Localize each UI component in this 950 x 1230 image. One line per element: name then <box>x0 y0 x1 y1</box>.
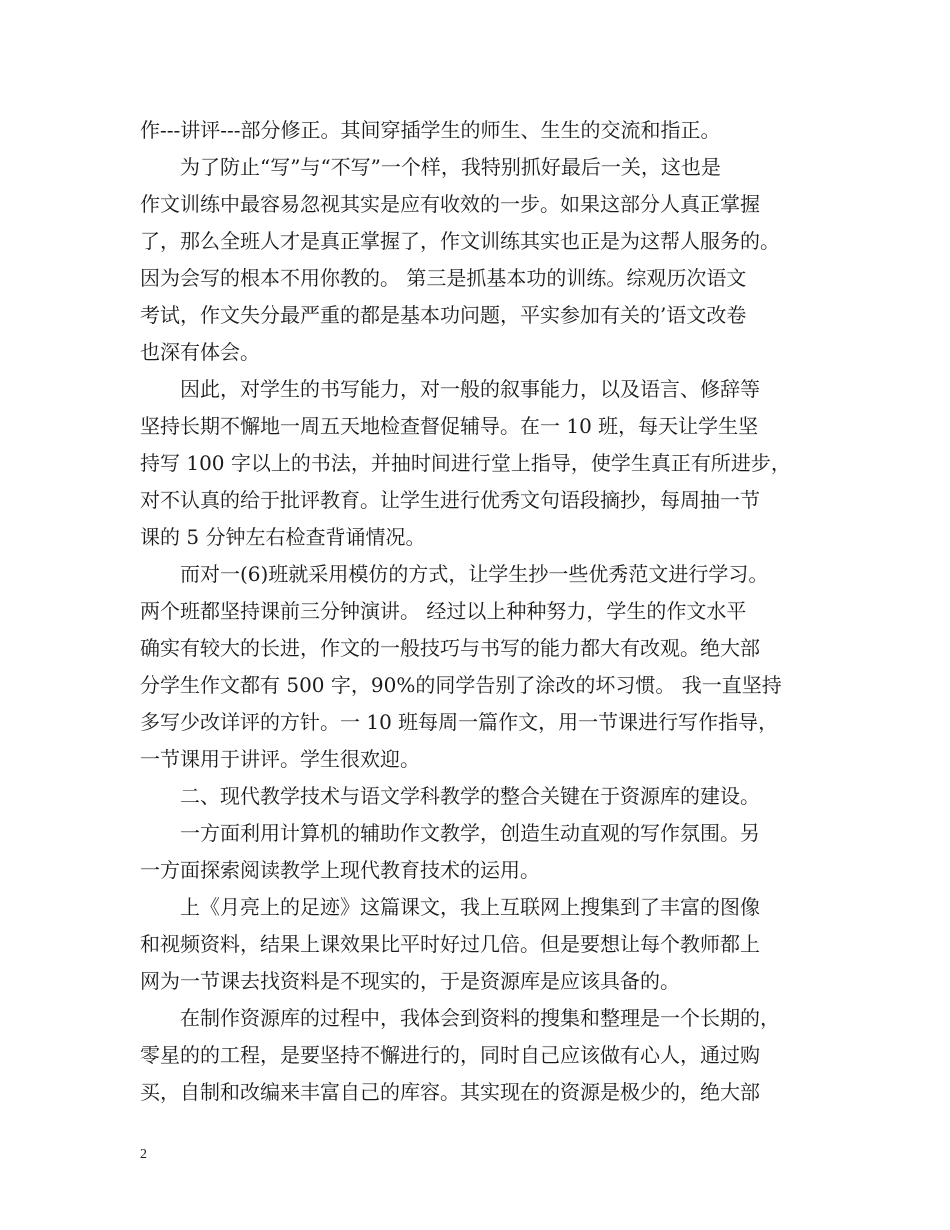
text-line: 持写 100 字以上的书法，并抽时间进行堂上指导，使学生真正有所进步， <box>140 451 791 475</box>
text-line: 作---讲评---部分修正。其间穿插学生的师生、生生的交流和指正。 <box>140 118 721 142</box>
text-line: 一节课用于讲评。学生很欢迎。 <box>140 747 420 771</box>
text-line: 和视频资料，结果上课效果比平时好过几倍。但是要想让每个教师都上 <box>140 932 760 956</box>
text-line: 考试，作文失分最严重的都是基本功问题，平实参加有关的’语文改卷 <box>140 303 747 327</box>
text-line: 了，那么全班人才是真正掌握了，作文训练其实也正是为这帮人服务的。 <box>140 229 780 253</box>
text-line: 对不认真的给于批评教育。让学生进行优秀文句语段摘抄，每周抽一节 <box>140 488 760 512</box>
text-line: 零星的的工程，是要坚持不懈进行的，同时自己应该做有心人，通过购 <box>140 1043 760 1067</box>
page-number: 2 <box>140 1147 147 1162</box>
text-line: 也深有体会。 <box>140 340 260 364</box>
text-line: 在制作资源库的过程中，我体会到资料的搜集和整理是一个长期的， <box>180 1006 780 1030</box>
text-line: 两个班都坚持课前三分钟演讲。 经过以上种种努力，学生的作文水平 <box>140 599 747 623</box>
text-line: 确实有较大的长进，作文的一般技巧与书写的能力都大有改观。绝大部 <box>140 636 760 660</box>
body-text <box>140 112 830 1111</box>
text-line: 因为会写的根本不用你教的。 第三是抓基本功的训练。综观历次语文 <box>140 266 747 290</box>
text-line: 网为一节课去找资料是不现实的，于是资源库是应该具备的。 <box>140 969 680 993</box>
text-line: 分学生作文都有 500 字，90%的同学告别了涂改的坏习惯。 我一直坚持 <box>140 673 782 697</box>
section-heading: 二、现代教学技术与语文学科教学的整合关键在于资源库的建设。 <box>180 784 760 808</box>
text-line: 为了防止“写”与“不写”一个样，我特别抓好最后一关，这也是 <box>180 155 721 179</box>
text-line: 一方面利用计算机的辅助作文教学，创造生动直观的写作氛围。另 <box>180 821 760 845</box>
text-line: 上《月亮上的足迹》这篇课文，我上互联网上搜集到了丰富的图像 <box>180 895 760 919</box>
text-line: 因此，对学生的书写能力，对一般的叙事能力，以及语言、修辞等 <box>180 377 760 401</box>
text-line: 坚持长期不懈地一周五天地检查督促辅导。在一 10 班，每天让学生坚 <box>140 414 759 438</box>
text-line: 买，自制和改编来丰富自己的库容。其实现在的资源是极少的，绝大部 <box>140 1080 760 1104</box>
text-line: 作文训练中最容易忽视其实是应有收效的一步。如果这部分人真正掌握 <box>140 192 760 216</box>
text-line: 而对一(6)班就采用模仿的方式，让学生抄一些优秀范文进行学习。 <box>180 562 769 586</box>
text-line: 课的 5 分钟左右检查背诵情况。 <box>140 525 426 549</box>
text-line: 一方面探索阅读教学上现代教育技术的运用。 <box>140 858 540 882</box>
text-line: 多写少改详评的方针。一 10 班每周一篇作文，用一节课进行写作指导， <box>140 710 779 734</box>
